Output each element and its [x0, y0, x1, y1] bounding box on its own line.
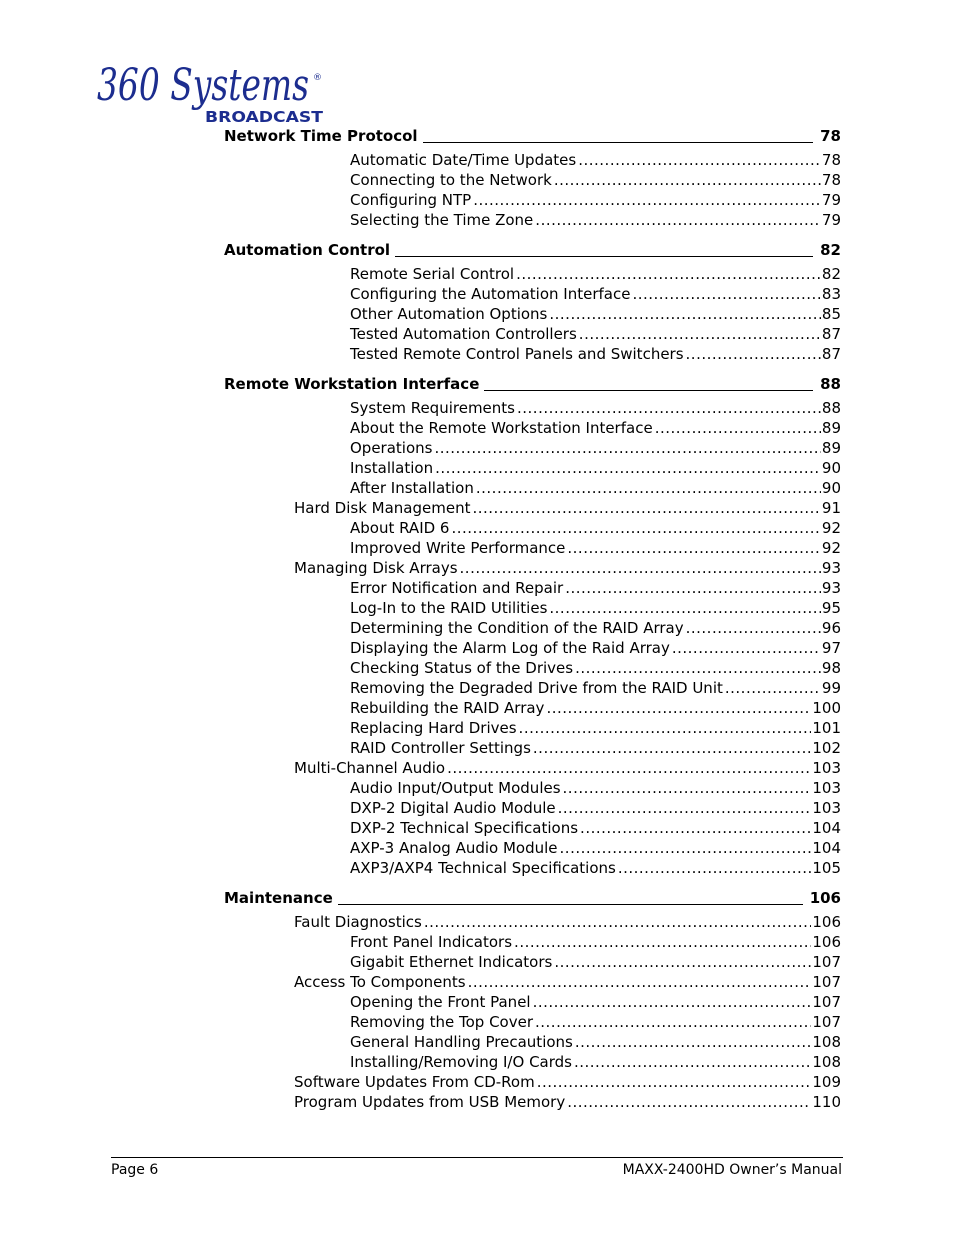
- toc-dot-leader: [653, 418, 821, 438]
- toc-dot-leader: [517, 718, 812, 738]
- toc-page-number: 104: [812, 839, 841, 857]
- toc-dot-leader: [449, 518, 820, 538]
- toc-entry-title: Audio Input/Output Modules: [350, 779, 561, 797]
- toc-entry-title: AXP-3 Analog Audio Module: [350, 839, 558, 857]
- toc-page-number: 103: [812, 759, 841, 777]
- toc-entry[interactable]: [350, 304, 841, 324]
- toc-entry-title: Removing the Top Cover: [350, 1013, 533, 1031]
- toc-entry[interactable]: [350, 458, 841, 478]
- toc-dot-leader: [547, 598, 821, 618]
- toc-page-number: 97: [821, 639, 841, 657]
- toc-entry-title: Connecting to the Network: [350, 171, 552, 189]
- toc-entry-title: DXP-2 Technical Specifications: [350, 819, 579, 837]
- toc-page-number: 95: [821, 599, 841, 617]
- toc-page-number: 105: [812, 859, 841, 877]
- toc-entry-title: RAID Controller Settings: [350, 739, 531, 757]
- toc-entry-title: Automatic Date/Time Updates: [350, 151, 577, 169]
- toc-entry[interactable]: [294, 912, 841, 932]
- toc-dot-leader: [561, 778, 812, 798]
- footer-manual-title: MAXX-2400HD Owner’s Manual: [622, 1162, 842, 1178]
- toc-entry[interactable]: [350, 818, 841, 838]
- toc-entry[interactable]: [350, 638, 841, 658]
- footer-page-number: Page 6: [111, 1162, 159, 1178]
- toc-dot-leader: [552, 952, 811, 972]
- toc-dot-leader: [531, 738, 811, 758]
- toc-page-number: 103: [812, 799, 841, 817]
- toc-page-number: 107: [812, 1013, 841, 1031]
- toc-page-number: 109: [812, 1073, 841, 1091]
- toc-entry-title: Selecting the Time Zone: [350, 211, 534, 229]
- toc-page-number: 107: [812, 973, 841, 991]
- toc-entry[interactable]: [350, 598, 841, 618]
- toc-entry[interactable]: [350, 658, 841, 678]
- toc-dot-leader: [552, 170, 821, 190]
- toc-dot-leader: [565, 1092, 811, 1112]
- toc-entry[interactable]: [350, 1012, 841, 1032]
- toc-page-number: 78: [820, 127, 841, 145]
- toc-entry[interactable]: [350, 170, 841, 190]
- brand-logo: [95, 50, 335, 128]
- toc-dot-leader: [533, 210, 821, 230]
- toc-entry[interactable]: [350, 418, 841, 438]
- toc-entry[interactable]: [350, 1052, 841, 1072]
- toc-entry-title: About the Remote Workstation Interface: [350, 419, 653, 437]
- toc-entry[interactable]: [350, 778, 841, 798]
- toc-page-number: 110: [812, 1093, 841, 1111]
- toc-dot-leader: [422, 912, 812, 932]
- toc-entry-title: Remote Serial Control: [350, 265, 515, 283]
- toc-entry-title: Error Notification and Repair: [350, 579, 564, 597]
- toc-page-number: 85: [821, 305, 841, 323]
- toc-entry-title: Rebuilding the RAID Array: [350, 699, 545, 717]
- toc-dot-leader: [433, 458, 821, 478]
- toc-entry[interactable]: [350, 618, 841, 638]
- toc-entry-title: Managing Disk Arrays: [294, 559, 458, 577]
- toc-page-number: 88: [821, 399, 841, 417]
- toc-entry-title: Determining the Condition of the RAID Array: [350, 619, 684, 637]
- toc-page-number: 101: [812, 719, 841, 737]
- logo-brand-text: 360 Systems: [97, 60, 309, 111]
- toc-entry-title: Automation Control: [224, 241, 391, 259]
- toc-entry[interactable]: [294, 1072, 841, 1092]
- toc-page-number: 92: [821, 519, 841, 537]
- logo-registered-mark: ®: [313, 73, 322, 83]
- toc-entry[interactable]: [350, 1032, 841, 1052]
- toc-entry-title: Program Updates from USB Memory: [294, 1093, 566, 1111]
- toc-page-number: 83: [821, 285, 841, 303]
- toc-dot-leader: [684, 618, 821, 638]
- toc-entry-title: Configuring the Automation Interface: [350, 285, 631, 303]
- toc-page-number: 93: [821, 559, 841, 577]
- toc-entry-title: General Handling Precautions: [350, 1033, 573, 1051]
- toc-page-number: 108: [812, 1053, 841, 1071]
- toc-entry[interactable]: [350, 698, 841, 718]
- footer-divider: [111, 1157, 843, 1158]
- toc-entry-title: Improved Write Performance: [350, 539, 566, 557]
- toc-entry-title: Removing the Degraded Drive from the RAID Unit: [350, 679, 723, 697]
- toc-entry[interactable]: [350, 738, 841, 758]
- toc-page-number: 93: [821, 579, 841, 597]
- toc-entry-title: Tested Automation Controllers: [350, 325, 577, 343]
- toc-page-number: 102: [812, 739, 841, 757]
- toc-entry[interactable]: [350, 798, 841, 818]
- toc-entry[interactable]: [350, 190, 841, 210]
- toc-entry-title: Maintenance: [224, 889, 333, 907]
- toc-page-number: 107: [812, 993, 841, 1011]
- toc-rule-leader: [484, 390, 813, 391]
- toc-dot-leader: [471, 190, 821, 210]
- toc-entry[interactable]: [350, 932, 841, 952]
- toc-entry[interactable]: [350, 518, 841, 538]
- toc-entry[interactable]: [294, 1092, 841, 1112]
- toc-entry-title: Remote Workstation Interface: [224, 375, 480, 393]
- toc-dot-leader: [544, 698, 811, 718]
- toc-dot-leader: [470, 498, 820, 518]
- toc-entry[interactable]: [350, 992, 841, 1012]
- toc-entry[interactable]: [350, 678, 841, 698]
- toc-section-heading[interactable]: [224, 126, 841, 146]
- toc-entry-title: DXP-2 Digital Audio Module: [350, 799, 556, 817]
- toc-entry-title: Network Time Protocol: [224, 127, 418, 145]
- toc-dot-leader: [515, 398, 821, 418]
- toc-entry[interactable]: [294, 498, 841, 518]
- toc-dot-leader: [531, 992, 812, 1012]
- toc-entry-title: Software Updates From CD-Rom: [294, 1073, 535, 1091]
- toc-entry[interactable]: [350, 952, 841, 972]
- toc-entry-title: After Installation: [350, 479, 474, 497]
- toc-page-number: 89: [821, 419, 841, 437]
- toc-entry[interactable]: [350, 150, 841, 170]
- toc-entry-title: Operations: [350, 439, 433, 457]
- toc-page-number: 87: [821, 325, 841, 343]
- toc-dot-leader: [630, 284, 820, 304]
- toc-dot-leader: [577, 324, 821, 344]
- toc-dot-leader: [573, 1032, 812, 1052]
- toc-dot-leader: [533, 1012, 811, 1032]
- toc-dot-leader: [573, 658, 821, 678]
- toc-entry-title: Checking Status of the Drives: [350, 659, 574, 677]
- toc-entry-title: Replacing Hard Drives: [350, 719, 517, 737]
- toc-page-number: 106: [812, 913, 841, 931]
- toc-page-number: 96: [821, 619, 841, 637]
- toc-entry[interactable]: [350, 858, 841, 878]
- toc-page-number: 82: [821, 265, 841, 283]
- toc-entry[interactable]: [350, 478, 841, 498]
- toc-dot-leader: [512, 932, 811, 952]
- toc-page-number: 91: [821, 499, 841, 517]
- toc-rule-leader: [395, 256, 813, 257]
- toc-rule-leader: [338, 904, 803, 905]
- toc-dot-leader: [556, 798, 812, 818]
- toc-entry-title: Access To Components: [294, 973, 466, 991]
- toc-rule-leader: [423, 142, 814, 143]
- toc-entry[interactable]: [350, 838, 841, 858]
- toc-page-number: 103: [812, 779, 841, 797]
- toc-entry[interactable]: [294, 558, 841, 578]
- toc-dot-leader: [432, 438, 820, 458]
- toc-entry-title: Hard Disk Management: [294, 499, 471, 517]
- toc-entry-title: Log-In to the RAID Utilities: [350, 599, 548, 617]
- toc-page-number: 90: [821, 459, 841, 477]
- toc-page-number: 98: [821, 659, 841, 677]
- toc-dot-leader: [474, 478, 821, 498]
- toc-entry[interactable]: [350, 438, 841, 458]
- toc-dot-leader: [565, 538, 821, 558]
- toc-page-number: 88: [820, 375, 841, 393]
- toc-page-number: 90: [821, 479, 841, 497]
- toc-dot-leader: [563, 578, 821, 598]
- toc-page-number: 99: [821, 679, 841, 697]
- toc-entry[interactable]: [350, 538, 841, 558]
- toc-dot-leader: [576, 150, 821, 170]
- toc-dot-leader: [458, 558, 821, 578]
- toc-entry-title: Other Automation Options: [350, 305, 548, 323]
- toc-page-number: 78: [821, 171, 841, 189]
- toc-entry-title: Installation: [350, 459, 434, 477]
- toc-page-number: 82: [820, 241, 841, 259]
- logo-graphic: [95, 50, 335, 128]
- toc-entry[interactable]: [350, 578, 841, 598]
- toc-entry[interactable]: [294, 972, 841, 992]
- toc-entry-title: Fault Diagnostics: [294, 913, 422, 931]
- toc-section-heading[interactable]: [224, 888, 841, 908]
- toc-entry-title: Opening the Front Panel: [350, 993, 531, 1011]
- toc-page-number: 106: [812, 933, 841, 951]
- toc-page-number: 92: [821, 539, 841, 557]
- toc-dot-leader: [723, 678, 821, 698]
- toc-entry-title: Multi-Channel Audio: [294, 759, 446, 777]
- toc-entry-title: Front Panel Indicators: [350, 933, 513, 951]
- toc-dot-leader: [535, 1072, 812, 1092]
- toc-entry-title: System Requirements: [350, 399, 515, 417]
- toc-dot-leader: [572, 1052, 811, 1072]
- toc-page-number: 78: [821, 151, 841, 169]
- toc-page-number: 107: [812, 953, 841, 971]
- toc-dot-leader: [616, 858, 812, 878]
- toc-page-number: 89: [821, 439, 841, 457]
- toc-page-number: 79: [821, 191, 841, 209]
- toc-page-number: 79: [821, 211, 841, 229]
- toc-dot-leader: [547, 304, 821, 324]
- toc-entry[interactable]: [350, 284, 841, 304]
- toc-dot-leader: [684, 344, 821, 364]
- toc-entry[interactable]: [350, 344, 841, 364]
- toc-page-number: 104: [812, 819, 841, 837]
- toc-dot-leader: [578, 818, 811, 838]
- toc-entry-title: About RAID 6: [350, 519, 450, 537]
- toc-entry[interactable]: [350, 210, 841, 230]
- toc-page-number: 87: [821, 345, 841, 363]
- toc-entry[interactable]: [350, 398, 841, 418]
- toc-entry[interactable]: [350, 324, 841, 344]
- toc-entry-title: Displaying the Alarm Log of the Raid Array: [350, 639, 670, 657]
- toc-entry-title: AXP3/AXP4 Technical Specifications: [350, 859, 616, 877]
- toc-section-heading[interactable]: [224, 240, 841, 260]
- toc-entry-title: Gigabit Ethernet Indicators: [350, 953, 553, 971]
- toc-entry[interactable]: [350, 264, 841, 284]
- toc-dot-leader: [670, 638, 821, 658]
- toc-section-heading[interactable]: [224, 374, 841, 394]
- logo-subtitle: BROADCAST: [205, 108, 324, 126]
- toc-entry-title: Configuring NTP: [350, 191, 472, 209]
- toc-page-number: 106: [809, 889, 841, 907]
- toc-dot-leader: [466, 972, 812, 992]
- toc-dot-leader: [445, 758, 811, 778]
- toc-entry-title: Installing/Removing I/O Cards: [350, 1053, 572, 1071]
- toc-dot-leader: [558, 838, 812, 858]
- toc-dot-leader: [514, 264, 821, 284]
- toc-page-number: 100: [812, 699, 841, 717]
- toc-page-number: 108: [812, 1033, 841, 1051]
- toc-entry-title: Tested Remote Control Panels and Switchers: [350, 345, 684, 363]
- toc-entry[interactable]: [294, 758, 841, 778]
- toc-entry[interactable]: [350, 718, 841, 738]
